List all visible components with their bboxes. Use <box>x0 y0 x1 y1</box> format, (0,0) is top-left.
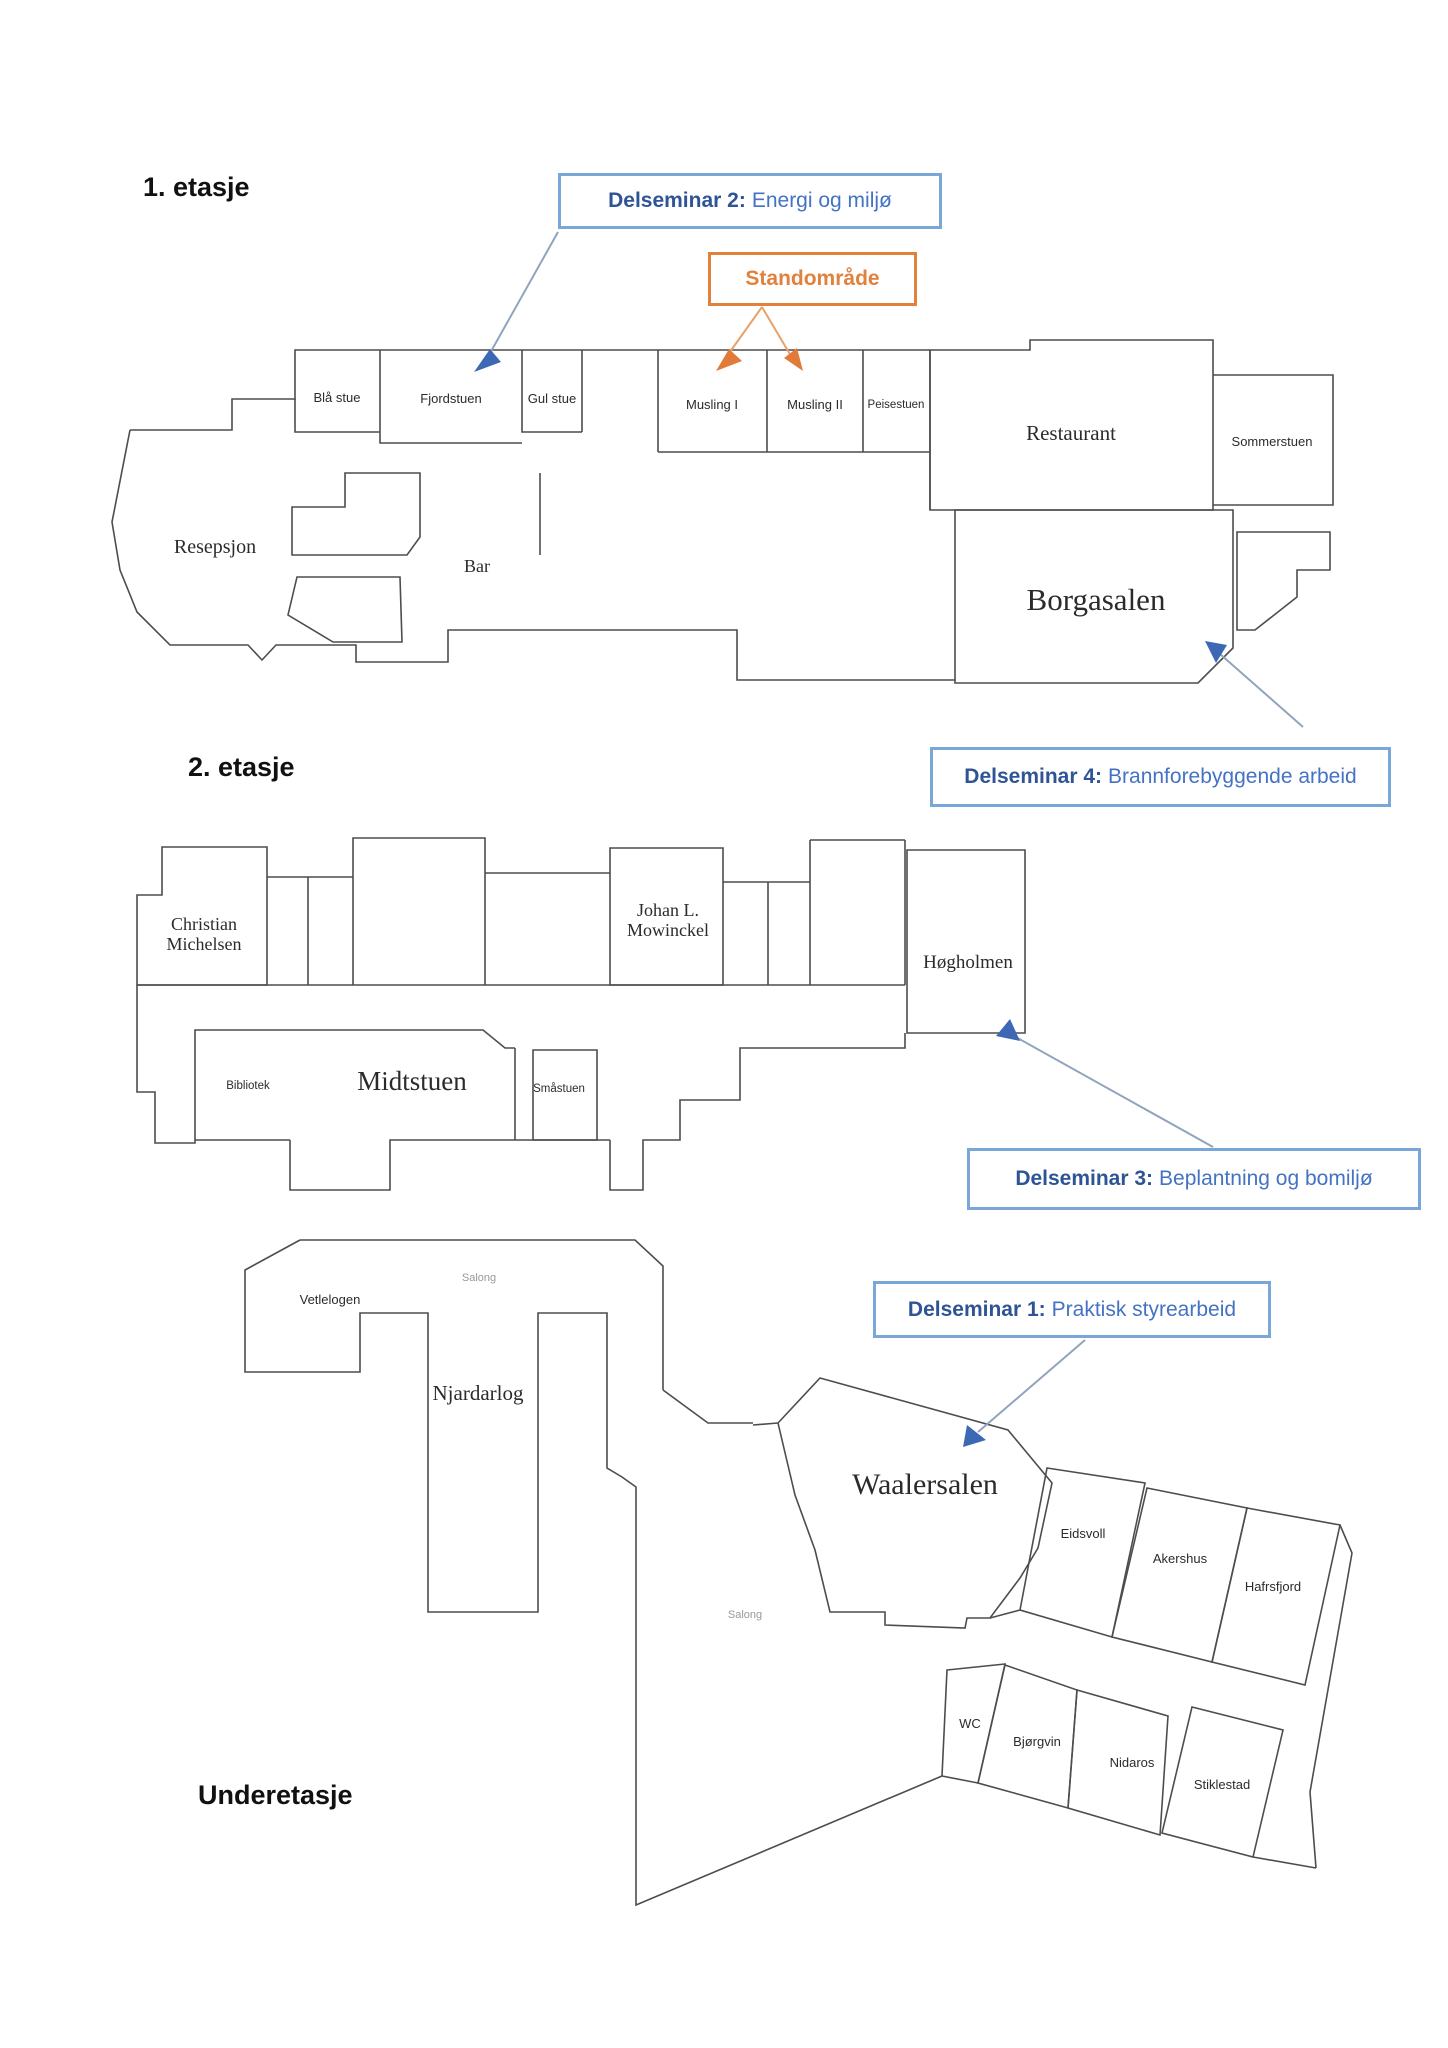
floor2-labels <box>167 900 1014 1096</box>
callout-delseminar2 <box>558 173 942 229</box>
room-label-johan-mowinckel-1: Johan L. <box>637 900 699 920</box>
room-label-gul-stue: Gul stue <box>527 391 577 406</box>
arrow-standomrade-left <box>727 307 762 356</box>
room-label-resepsjon: Resepsjon <box>173 536 257 558</box>
floor2-walls <box>137 838 1025 1190</box>
room-label-akershus: Akershus <box>1152 1551 1208 1566</box>
room-label-fjordstuen: Fjordstuen <box>420 391 482 406</box>
callout-delseminar4-label: Delseminar 4: <box>964 765 1103 788</box>
room-label-eidsvoll: Eidsvoll <box>1060 1526 1106 1541</box>
arrowhead-standomrade-right <box>784 348 803 371</box>
callout-delseminar2-label: Delseminar 2: <box>608 189 746 212</box>
room-label-bjorgvin: Bjørgvin <box>1013 1734 1061 1749</box>
room-label-christian-michelsen-2: Michelsen <box>166 934 242 954</box>
callout-delseminar1 <box>873 1281 1271 1338</box>
arrow-standomrade-right <box>762 307 791 356</box>
room-label-musling2: Musling II <box>787 397 843 412</box>
basement-labels <box>300 1272 1302 1792</box>
callout-delseminar4-text: Brannforebyggende arbeid <box>1108 765 1357 788</box>
room-label-vetlelogen: Vetlelogen <box>299 1292 361 1307</box>
callout-delseminar2-text: Energi og miljø <box>751 189 892 212</box>
room-label-musling1: Musling I <box>685 397 739 412</box>
room-label-salong-upper: Salong <box>461 1272 497 1284</box>
floor1-walls <box>112 340 1333 683</box>
arrowhead-delseminar2 <box>474 349 501 372</box>
room-label-borgasalen: Borgasalen <box>1026 582 1166 617</box>
basement-title: Underetasje <box>198 1780 353 1810</box>
room-label-hogholmen: Høgholmen <box>923 952 1013 973</box>
room-label-johan-mowinckel-2: Mowinckel <box>627 920 709 940</box>
room-label-bibliotek: Bibliotek <box>226 1080 270 1092</box>
room-label-bla-stue: Blå stue <box>313 390 361 405</box>
arrow-delseminar3 <box>1014 1036 1213 1147</box>
callout-delseminar1-text: Praktisk styrearbeid <box>1051 1297 1237 1321</box>
room-label-christian-michelsen-1: Christian <box>171 914 237 934</box>
room-label-salong-lower: Salong <box>727 1609 763 1621</box>
arrowhead-delseminar3 <box>996 1019 1020 1041</box>
callout-delseminar3 <box>967 1148 1421 1210</box>
room-label-bar: Bar <box>464 556 490 576</box>
callout-standomrade <box>708 252 917 306</box>
room-label-njardarlog: Njardarlog <box>432 1381 524 1405</box>
callout-delseminar3-label: Delseminar 3: <box>1015 1167 1154 1190</box>
room-label-wc: WC <box>959 1716 981 1731</box>
arrowhead-delseminar4 <box>1205 641 1227 663</box>
arrow-delseminar2 <box>489 232 558 355</box>
room-label-sommerstuen: Sommerstuen <box>1231 434 1313 449</box>
room-label-stiklestad: Stiklestad <box>1193 1777 1251 1792</box>
arrow-delseminar1 <box>978 1340 1085 1432</box>
arrow-delseminar4 <box>1220 654 1303 727</box>
arrowhead-standomrade-left <box>716 349 742 371</box>
floor2-title: 2. etasje <box>188 752 295 782</box>
room-label-smastuen: Småstuen <box>533 1083 585 1095</box>
room-label-restaurant: Restaurant <box>1026 421 1116 445</box>
callout-delseminar3-text: Beplantning og bomiljø <box>1159 1167 1373 1190</box>
basement-walls <box>245 1240 1352 1905</box>
room-label-hafrsfjord: Hafrsfjord <box>1244 1579 1302 1594</box>
callout-delseminar4 <box>930 747 1391 807</box>
room-label-nidaros: Nidaros <box>1109 1755 1155 1770</box>
room-label-midtstuen: Midtstuen <box>357 1066 467 1096</box>
callout-delseminar1-label: Delseminar 1: <box>907 1297 1046 1321</box>
floor1-title: 1. etasje <box>143 172 250 202</box>
callout-standomrade-label: Standområde <box>745 267 880 290</box>
room-label-peisestuen: Peisestuen <box>867 399 925 411</box>
room-label-waalersalen: Waalersalen <box>852 1468 998 1501</box>
